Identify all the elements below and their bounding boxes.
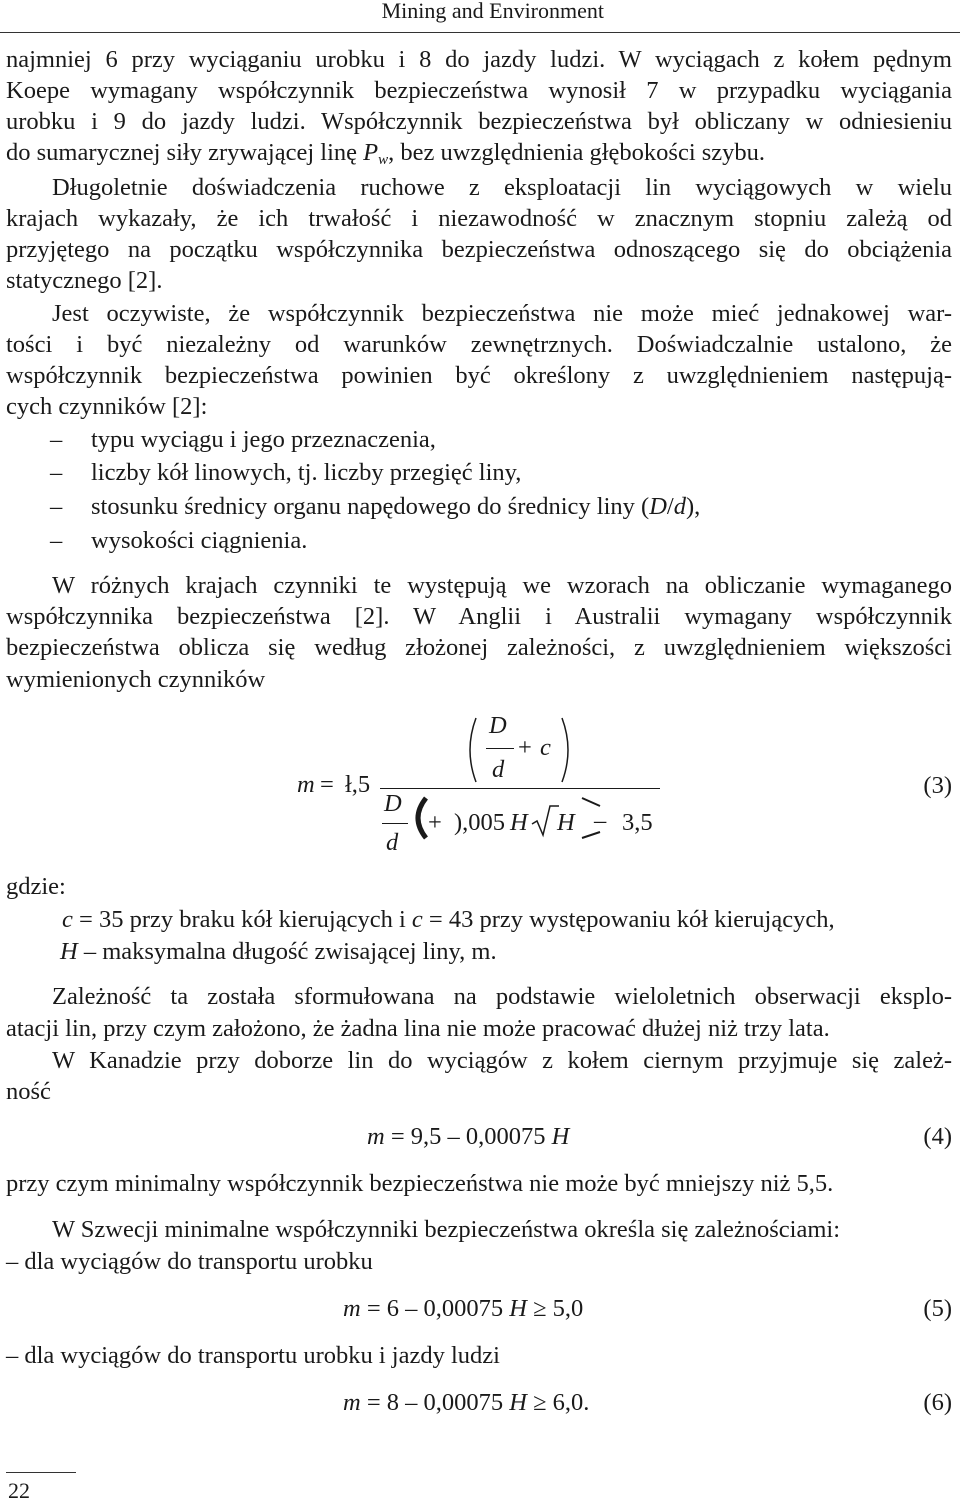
- text-line: wymienionych czynników: [6, 666, 266, 693]
- equation-number: (3): [923, 772, 952, 799]
- equation-number: (4): [923, 1123, 952, 1150]
- den-H: H: [510, 809, 528, 836]
- text-line: współczynnik bezpieczeństwa powinien być określony z uwzględnieniem następują-: [6, 362, 952, 389]
- den-inner-fraction-bar: [382, 823, 408, 824]
- text-line: Długoletnie doświadczenia ruchowe z eksploatacji lin wyciągowych w wielu: [52, 174, 952, 201]
- den-D: D: [384, 790, 402, 817]
- equation-body: m = 9,5 – 0,00075 H: [367, 1123, 570, 1150]
- equation-body: m = 6 – 0,00075 H ≥ 5,0: [343, 1295, 584, 1322]
- text-line: W różnych krajach czynniki te występują we wzorach na obliczanie wymaganego: [52, 572, 952, 599]
- text-line: Zależność ta została sformułowana na podstawie wieloletnich obserwacji eksplo-: [52, 983, 952, 1010]
- text-line: przyjętego na początku współczynnika bezpieczeństwa odnoszącego się do obciążenia: [6, 236, 952, 263]
- num-plus: +: [518, 734, 532, 761]
- text-line: krajach wykazały, że ich trwałość i niezawodność w znacznym stopniu zależą od: [6, 205, 952, 232]
- den-const: 3,5: [622, 809, 653, 836]
- text-line: tości i być niezależny od warunków zewnętrznych. Doświadczalnie ustalono, że: [6, 331, 952, 358]
- list-item: stosunku średnicy organu napędowego do średnicy liny (D/d),: [91, 493, 701, 520]
- eq-equals: =: [320, 771, 334, 798]
- footer-rule: [6, 1472, 76, 1473]
- num-c: c: [540, 734, 551, 761]
- where-c: c = 35 przy braku kół kierujących i c = 43 przy występowaniu kół kierujących,: [62, 906, 835, 933]
- symbol-subscript-w: w: [378, 152, 389, 168]
- list-item: typu wyciągu i jego przeznaczenia,: [91, 426, 436, 453]
- text-line: statycznego [2].: [6, 267, 163, 294]
- list-dash: –: [50, 527, 63, 554]
- list-item: liczby kół linowych, tj. liczby przegięć liny,: [91, 459, 522, 486]
- den-minus: –: [594, 807, 607, 834]
- text-line: atacji lin, przy czym założono, że żadna lina nie może pracować dłużej niż trzy lata.: [6, 1015, 830, 1042]
- text-line: Jest oczywiste, że współczynnik bezpieczeństwa nie może mieć jednakowej war-: [52, 300, 952, 327]
- sqrt-sign-icon: [531, 804, 559, 838]
- den-H-under-root: H: [557, 809, 575, 836]
- where-H: H – maksymalna długość zwisającej liny, m.: [60, 938, 497, 965]
- text-line: Koepe wymagany współczynnik bezpieczeństwa wynosił 7 w przypadku wyciągania: [6, 77, 952, 104]
- equation-body: m = 8 – 0,00075 H ≥ 6,0.: [343, 1389, 590, 1416]
- list-dash: –: [50, 426, 63, 453]
- text-line: W Szwecji minimalne współczynniki bezpieczeństwa określa się zależnościami:: [52, 1216, 841, 1243]
- list-dash: –: [50, 493, 63, 520]
- eq-m: m: [297, 771, 315, 798]
- den-plus: +: [428, 809, 442, 836]
- list-item: wysokości ciągnienia.: [91, 527, 308, 554]
- list-dash: –: [50, 459, 63, 486]
- text-line: bezpieczeństwa oblicza się według złożonej zależności, z uwzględnieniem większości: [6, 634, 952, 661]
- text-line-with-symbol: do sumarycznej siły zrywającej linę $P_w$, bez uwzględnienia głębokości szybu.: [6, 139, 766, 168]
- text-line: cych czynników [2]:: [6, 393, 208, 420]
- den-rest: ),005: [454, 809, 506, 836]
- text-line: urobku i 9 do jazdy ludzi. Współczynnik bezpieczeństwa był obliczany w odniesieniu: [6, 108, 952, 135]
- den-d: d: [386, 829, 399, 856]
- num-d: d: [492, 756, 505, 783]
- eq-coefficient: ł,5: [345, 771, 371, 798]
- page-number: 22: [8, 1478, 30, 1503]
- list-item: – dla wyciągów do transportu urobku i jazdy ludzi: [6, 1342, 500, 1369]
- equation-number: (6): [923, 1389, 952, 1416]
- equation-number: (5): [923, 1295, 952, 1322]
- text-line: najmniej 6 przy wyciąganiu urobku i 8 do jazdy ludzi. W wyciągach z kołem pędnym: [6, 46, 952, 73]
- running-header: Mining and Environment: [381, 0, 604, 23]
- text-line: W Kanadzie przy doborze lin do wyciągów z kołem ciernym przyjmuje się zależ-: [52, 1047, 952, 1074]
- main-fraction-bar: [380, 788, 660, 789]
- text-line: współczynnika bezpieczeństwa [2]. W Anglii i Australii wymagany współczynnik: [6, 603, 952, 630]
- where-label: gdzie:: [6, 873, 66, 900]
- num-inner-fraction-bar: [486, 748, 514, 749]
- paragraph-7: przy czym minimalny współczynnik bezpieczeństwa nie może być mniejszy niż 5,5.: [6, 1170, 834, 1197]
- text-segment: bez uwzględnienia głębokości szybu.: [400, 139, 766, 166]
- header-rule: [0, 32, 960, 33]
- symbol-P: P: [363, 139, 379, 166]
- text-line: ność: [6, 1078, 51, 1105]
- text-segment: do sumarycznej siły zrywającej linę: [6, 139, 358, 166]
- list-item: – dla wyciągów do transportu urobku: [6, 1248, 373, 1275]
- num-D: D: [489, 712, 507, 739]
